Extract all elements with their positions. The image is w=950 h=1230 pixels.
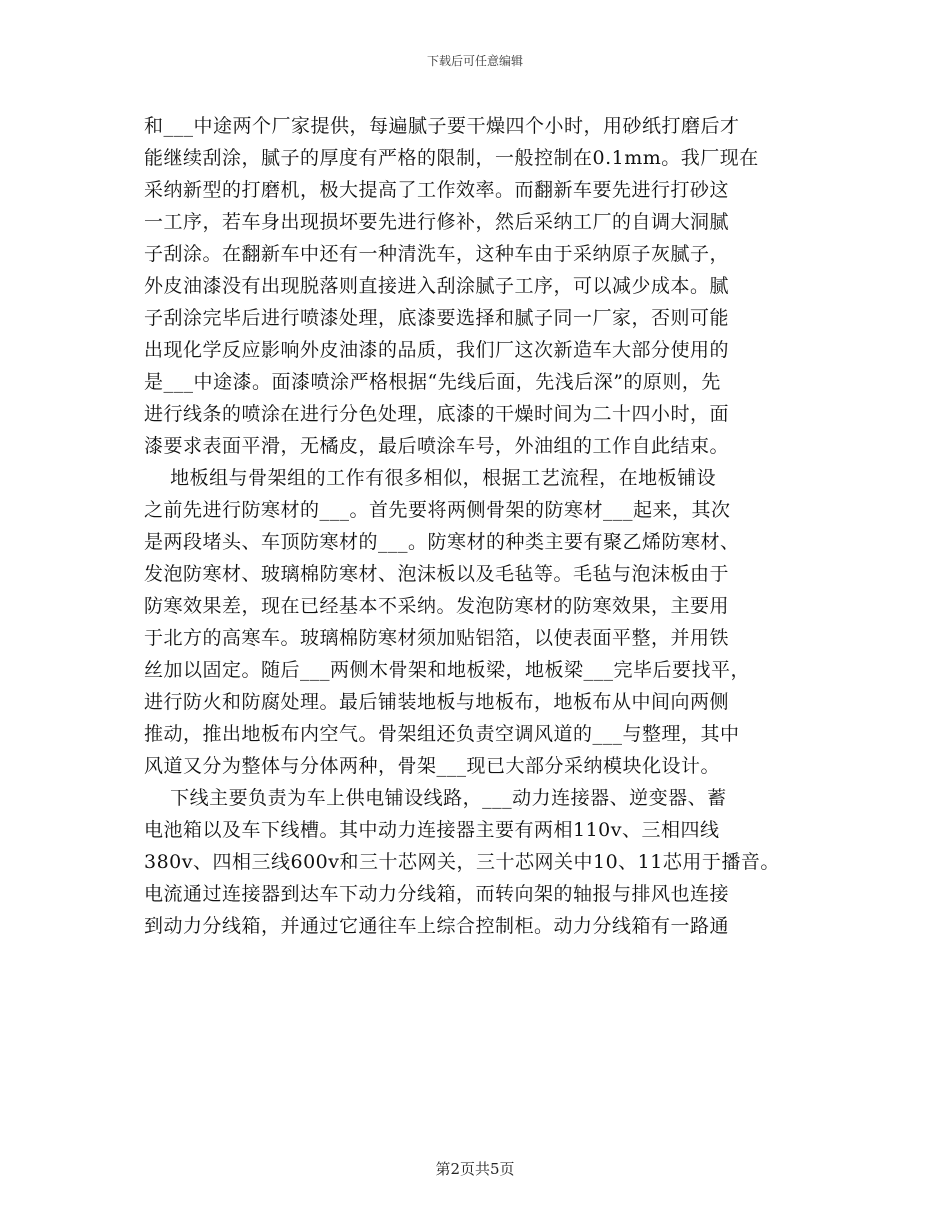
text-line: 到动力分线箱，并通过它通往车上综合控制柜。动力分线箱有一路通 [144,915,730,937]
text-line: 发泡防寒材、玻璃棉防寒材、泡沫板以及毛毡等。毛毡与泡沫板由于 [144,563,730,585]
text-line: 于北方的高寒车。玻璃棉防寒材须加贴铝箔，以使表面平整，并用铁 [144,627,730,649]
text-line: 和___中途两个厂家提供，每遍腻子要干燥四个小时，用砂纸打磨后才 [144,115,740,137]
text-line: 丝加以固定。随后___两侧木骨架和地板梁，地板梁___完毕后要找平， [144,659,751,681]
text-line: 能继续刮涂，腻子的厚度有严格的限制，一般控制在0.1mm。我厂现在 [144,147,759,169]
text-line: 之前先进行防寒材的___。首先要将两侧骨架的防寒材___起来，其次 [144,499,731,521]
text-line: 防寒效果差，现在已经基本不采纳。发泡防寒材的防寒效果，主要用 [144,595,730,617]
text-line: 推动，推出地板布内空气。骨架组还负责空调风道的___与整理，其中 [144,723,740,745]
text-line: 采纳新型的打磨机，极大提高了工作效率。而翻新车要先进行打砂这 [144,179,730,201]
text-line: 下线主要负责为车上供电铺设线路，___动力连接器、逆变器、蓄 [144,787,727,809]
text-line: 子刮涂完毕后进行喷漆处理，底漆要选择和腻子同一厂家，否则可能 [144,307,730,329]
document-body [144,110,834,942]
text-line: 风道又分为整体与分体两种，骨架___现已大部分采纳模块化设计。 [144,755,721,777]
text-line: 电池箱以及车下线槽。其中动力连接器主要有两相110v、三相四线 [144,819,720,841]
text-line: 是___中途漆。面漆喷涂严格根据“先线后面，先浅后深”的原则，先 [144,371,721,393]
text-line: 是两段堵头、车顶防寒材的___。防寒材的种类主要有聚乙烯防寒材、 [144,531,740,553]
text-line: 进行线条的喷涂在进行分色处理，底漆的干燥时间为二十四小时，面 [144,403,730,425]
text-line: 一工序，若车身出现损坏要先进行修补，然后采纳工厂的自调大洞腻 [144,211,730,233]
text-line: 子刮涂。在翻新车中还有一种清洗车，这种车由于采纳原子灰腻子， [144,243,730,265]
text-line: 出现化学反应影响外皮油漆的品质，我们厂这次新造车大部分使用的 [144,339,730,361]
text-line: 地板组与骨架组的工作有很多相似，根据工艺流程，在地板铺设 [144,467,717,489]
text-line: 380v、四相三线600v和三十芯网关，三十芯网关中10、11芯用于播音。 [144,851,780,873]
page-number: 第2页共5页 [435,1160,515,1178]
text-line: 电流通过连接器到达车下动力分线箱，而转向架的轴报与排风也连接 [144,883,730,905]
page-header: 下载后可任意编辑 [426,54,523,68]
text-line: 漆要求表面平滑，无橘皮，最后喷涂车号，外油组的工作自此结束。 [144,435,730,457]
text-line: 进行防火和防腐处理。最后铺装地板与地板布，地板布从中间向两侧 [144,691,730,713]
text-line: 外皮油漆没有出现脱落则直接进入刮涂腻子工序，可以减少成本。腻 [144,275,730,297]
